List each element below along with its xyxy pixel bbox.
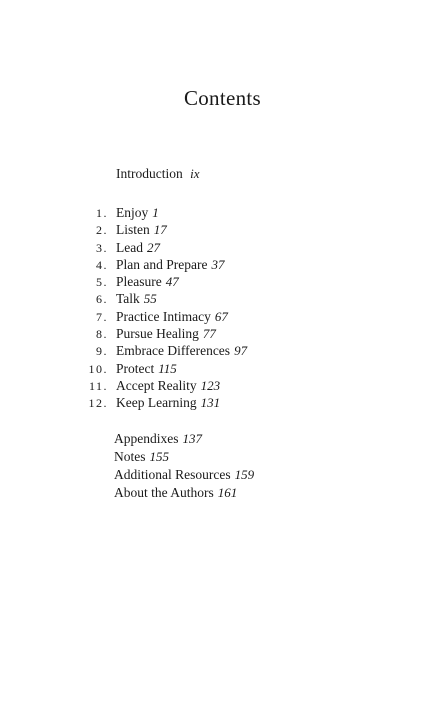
chapter-number: 8.: [96, 327, 108, 342]
chapter-number: 9.: [96, 344, 108, 359]
toc-entry-page: 155: [149, 449, 169, 464]
chapter-page: 27: [146, 239, 160, 255]
chapter-list: [86, 204, 247, 412]
toc-entry-label: Additional Resources: [114, 467, 231, 482]
toc-entry-additional-resources: [114, 466, 254, 484]
chapter-title: Listen: [116, 222, 150, 238]
chapter-title: Practice Intimacy: [116, 308, 211, 324]
chapter-title: Lead: [116, 239, 143, 255]
toc-chapter-4: [86, 256, 247, 273]
chapter-number: 11.: [88, 378, 108, 393]
chapter-page: 55: [143, 291, 157, 307]
toc-entry-page: 137: [182, 431, 202, 446]
chapter-number: 5.: [96, 275, 108, 290]
toc-entry-notes: [114, 448, 254, 466]
toc-entry-page: ix: [190, 166, 200, 181]
chapter-number: 3.: [96, 240, 108, 255]
toc-chapter-9: [86, 342, 247, 359]
chapter-number: 1.: [96, 206, 108, 220]
toc-chapter-10: [86, 360, 247, 377]
toc-entry-about-the-authors: [114, 484, 254, 502]
chapter-page: 47: [165, 274, 179, 290]
chapter-title: Pleasure: [116, 274, 162, 290]
toc-entry-page: 159: [234, 467, 255, 482]
toc-entry-label: About the Authors: [114, 485, 214, 500]
toc-chapter-2: [86, 221, 247, 238]
chapter-page: 97: [234, 343, 248, 359]
chapter-number: 10.: [88, 361, 108, 376]
toc-entry-label: Appendixes: [114, 431, 179, 446]
chapter-title: Pursue Healing: [116, 326, 199, 342]
toc-entry-appendixes: [114, 430, 254, 448]
chapter-title: Plan and Prepare: [116, 256, 208, 272]
chapter-title: Talk: [116, 291, 140, 307]
chapter-page: 123: [200, 377, 221, 393]
chapter-number: 2.: [96, 223, 108, 238]
toc-chapter-3: [86, 239, 247, 256]
chapter-number: 6.: [96, 292, 108, 307]
toc-chapter-6: [86, 290, 247, 307]
toc-chapter-1: [86, 204, 247, 221]
toc-chapter-11: [86, 377, 247, 394]
chapter-number: 4.: [96, 257, 108, 272]
toc-chapter-12: [86, 394, 247, 411]
back-matter-list: [114, 430, 254, 502]
chapter-page: 131: [200, 395, 221, 411]
toc-chapter-7: [86, 308, 247, 325]
chapter-page: 37: [211, 256, 225, 272]
chapter-page: 77: [202, 326, 216, 342]
toc-chapter-5: [86, 273, 247, 290]
toc-entry-introduction: [116, 165, 200, 182]
chapter-page: 67: [214, 308, 228, 324]
chapter-page: 17: [153, 222, 167, 238]
chapter-title: Protect: [116, 360, 155, 376]
chapter-title: Enjoy: [116, 205, 149, 220]
chapter-number: 7.: [96, 309, 108, 324]
toc-chapter-8: [86, 325, 247, 342]
chapter-title: Keep Learning: [116, 395, 197, 411]
chapter-page: 115: [158, 360, 177, 376]
toc-entry-page: 161: [217, 485, 238, 500]
page-title: Contents: [183, 86, 262, 110]
chapter-title: Accept Reality: [116, 377, 197, 393]
chapter-title: Embrace Differences: [116, 343, 231, 359]
chapter-page: 1: [152, 205, 159, 220]
toc-entry-label: Introduction: [116, 166, 183, 181]
chapter-number: 12.: [88, 396, 108, 411]
toc-entry-label: Notes: [114, 449, 146, 464]
